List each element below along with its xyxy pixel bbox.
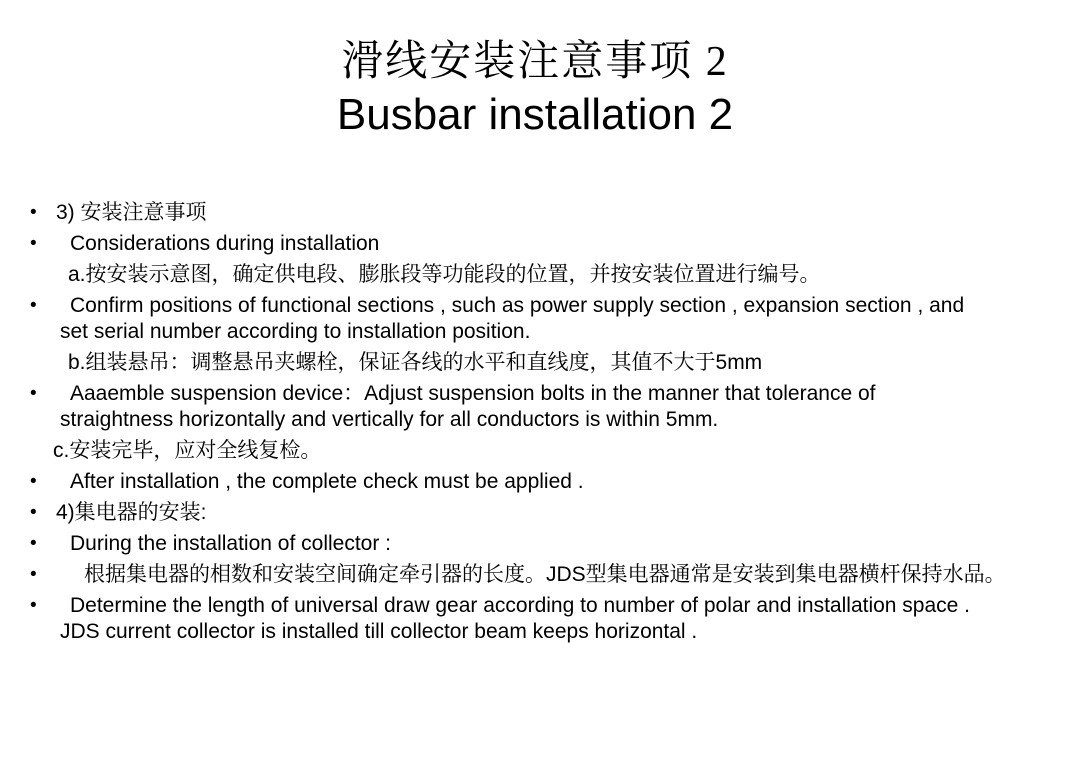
line-text: b.组装悬吊：调整悬吊夹螺栓，保证各线的水平和直线度，其值不大于5mm <box>68 351 763 374</box>
slide-title-chinese: 滑线安装注意事项 2 <box>341 39 729 85</box>
list-item <box>0 200 1062 226</box>
list-item <box>0 350 1062 376</box>
list-item <box>0 381 1062 407</box>
bullet-icon: • <box>30 233 37 254</box>
line-text: 4)集电器的安装: <box>56 501 207 524</box>
line-text: Aaaemble suspension device：Adjust suspension bolts in the manner that tolerance of <box>70 382 876 405</box>
bullet-icon: • <box>30 533 37 554</box>
bullet-icon: • <box>30 383 37 404</box>
line-text: 3) 安装注意事项 <box>56 201 207 224</box>
bullet-icon: • <box>30 471 37 492</box>
line-text: Confirm positions of functional sections , such as power supply section , expansion section , and <box>70 294 965 317</box>
line-text: a.按安装示意图，确定供电段、膨胀段等功能段的位置，并按安装位置进行编号。 <box>68 263 821 286</box>
line-text: During the installation of collector : <box>70 532 391 555</box>
list-item <box>0 469 1062 495</box>
bullet-icon: • <box>30 564 37 585</box>
line-text: straightness horizontally and vertically for all conductors is within 5mm. <box>60 408 719 431</box>
slide-body <box>0 200 1062 645</box>
slide-title-english: Busbar installation 2 <box>336 90 734 139</box>
line-text: c.安装完毕，应对全线复检。 <box>53 439 322 462</box>
line-text: 根据集电器的相数和安装空间确定牵引器的长度。JDS型集电器通常是安装到集电器横杆保持水品。 <box>84 563 1006 586</box>
list-item <box>0 593 1062 619</box>
bullet-icon: • <box>30 502 37 523</box>
list-item <box>0 319 1062 345</box>
list-item <box>0 407 1062 433</box>
line-text: JDS current collector is installed till collector beam keeps horizontal . <box>60 620 698 643</box>
line-text: Determine the length of universal draw gear according to number of polar and installation space . <box>70 594 971 617</box>
line-text: Considerations during installation <box>70 232 380 255</box>
line-text: After installation , the complete check must be applied . <box>70 470 584 493</box>
slide-title <box>0 36 1070 141</box>
list-item <box>0 262 1062 288</box>
list-item <box>0 562 1062 588</box>
list-item <box>0 619 1062 645</box>
line-text: set serial number according to installation position. <box>60 320 531 343</box>
bullet-icon: • <box>30 295 37 316</box>
list-item <box>0 438 1062 464</box>
list-item <box>0 500 1062 526</box>
list-item <box>0 293 1062 319</box>
list-item <box>0 231 1062 257</box>
bullet-icon: • <box>30 202 37 223</box>
bullet-icon: • <box>30 595 37 616</box>
list-item <box>0 531 1062 557</box>
